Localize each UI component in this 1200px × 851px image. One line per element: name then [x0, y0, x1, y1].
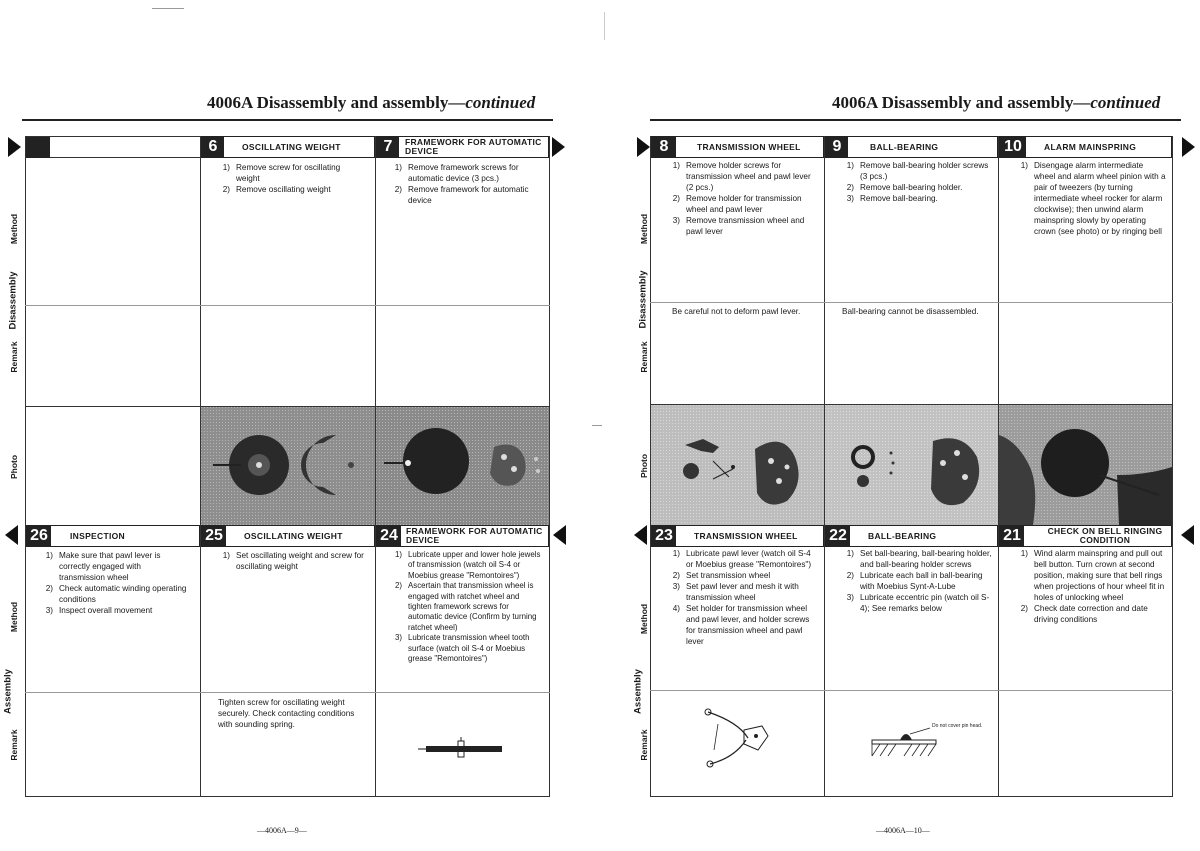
- left-top-right-arrow-icon: [552, 137, 565, 157]
- step-24-method: [386, 550, 542, 664]
- row-label-remark: Remark: [639, 341, 649, 373]
- step-25-remark: Tighten screw for oscillating weight securely. Check contacting conditions with sounding spring.: [218, 698, 355, 729]
- step-number: 6: [202, 137, 224, 157]
- step-8-header: [651, 136, 824, 158]
- step-number: 7: [377, 137, 399, 157]
- list-item: 4) Set holder for transmission wheel and pawl lever, and holder screws for transmission wheel and pawl lever: [672, 604, 810, 646]
- step-title: OSCILLATING WEIGHT: [242, 141, 341, 152]
- row-label-method: Method: [639, 213, 649, 245]
- step-title: OSCILLATING WEIGHT: [244, 530, 343, 541]
- left-bottom-right-arrow-icon: [553, 525, 566, 545]
- list-item: 1) Remove framework screws for automatic device (3 pcs.): [394, 163, 519, 183]
- left-page-title: 4006A Disassembly and assembly—continued: [207, 93, 536, 112]
- right-page-number: —4006A—10—: [876, 826, 930, 835]
- step-7-header: [376, 136, 549, 158]
- section-label-disassembly: Disassembly: [637, 270, 649, 329]
- grid-line: [650, 690, 1173, 691]
- step-number: 8: [652, 137, 676, 157]
- list-item: 1) Remove screw for oscillating weight: [222, 163, 341, 183]
- grid-line: [1172, 136, 1173, 796]
- scan-mark: [152, 8, 184, 9]
- list-item: 1) Remove holder screws for transmission wheel and pawl lever (2 pcs.): [672, 161, 811, 192]
- left-top-arrow-icon: [8, 137, 21, 157]
- grid-line: [25, 796, 550, 797]
- step-number: 21: [1000, 526, 1024, 546]
- row-label-remark: Remark: [9, 729, 19, 761]
- step-8-method: [664, 160, 816, 237]
- row-label-photo: Photo: [639, 453, 649, 479]
- list-item: 3) Remove transmission wheel and pawl lever: [672, 216, 805, 236]
- list-item: 2) Set transmission wheel: [672, 571, 771, 580]
- section-label-disassembly: Disassembly: [7, 271, 19, 330]
- list-item: 2) Check date correction and date driving conditions: [1020, 604, 1148, 624]
- step-23-method: [664, 548, 818, 647]
- step-10-header: [999, 136, 1172, 158]
- photo-framework: [376, 407, 549, 525]
- step-title: TRANSMISSION WHEEL: [697, 141, 801, 152]
- list-item: 3) Lubricate eccentric pin (watch oil S-4); See remarks below: [846, 593, 990, 613]
- right-title-rule: [650, 119, 1181, 121]
- section-label-assembly: Assembly: [632, 669, 644, 714]
- step-title: INSPECTION: [70, 530, 125, 541]
- row-label-method: Method: [9, 213, 19, 245]
- list-item: 2) Lubricate each ball in ball-bearing with Moebius Synt-A-Lube: [846, 571, 983, 591]
- row-label-method: Method: [639, 603, 649, 635]
- grid-line: [650, 796, 1173, 797]
- list-item: 3) Set pawl lever and mesh it with transmission wheel: [672, 582, 799, 602]
- transmission-wheel-photo: [651, 405, 824, 525]
- fold-mark: [592, 425, 602, 426]
- grid-line: [650, 302, 1173, 303]
- row-label-photo: Photo: [9, 454, 19, 480]
- grid-line: [25, 305, 550, 306]
- step-25-header: [201, 525, 375, 547]
- list-item: 2) Remove holder for transmission wheel and pawl lever: [672, 194, 802, 214]
- step-26-header: [26, 525, 200, 547]
- list-item: 1) Set oscillating weight and screw for oscillating weight: [222, 551, 364, 571]
- list-item: 2) Remove oscillating weight: [222, 185, 331, 194]
- step-title: CHECK ON BELL RINGING CONDITION: [1047, 526, 1163, 545]
- grid-line: [50, 157, 200, 158]
- list-item: 1) Remove ball-bearing holder screws (3 pcs.): [846, 161, 989, 181]
- grid-line: [549, 136, 550, 796]
- row-label-method: Method: [9, 601, 19, 633]
- list-item: 3) Lubricate transmission wheel tooth surface (watch oil S-4 or Moebius grease "Remontoires"): [394, 633, 530, 664]
- step-25-method: [214, 550, 366, 572]
- right-top-right-arrow-icon: [1182, 137, 1195, 157]
- step-6-method: [214, 162, 364, 195]
- list-item: 2) Check automatic winding operating conditions: [45, 584, 187, 604]
- step-9-header: [825, 136, 998, 158]
- step-number: 22: [826, 526, 850, 546]
- left-page-number: —4006A—9—: [257, 826, 307, 835]
- photo-oscillating-weight: [201, 407, 375, 525]
- step-9-remark: Ball-bearing cannot be disassembled.: [842, 307, 979, 316]
- list-item: 2) Remove framework for automatic device: [394, 185, 529, 205]
- right-bottom-arrow-icon: [634, 525, 647, 545]
- photo-alarm-mainspring: [999, 405, 1172, 525]
- framework-photo: [376, 407, 549, 525]
- list-item: 3) Inspect overall movement: [45, 606, 153, 615]
- step-22-method: [838, 548, 992, 614]
- oscillating-weight-photo: [201, 407, 375, 525]
- step-21-method: [1012, 548, 1166, 625]
- grid-line: [25, 692, 550, 693]
- step-8-remark: Be careful not to deform pawl lever.: [672, 307, 801, 316]
- step-7-method: [386, 162, 538, 206]
- step-title: ALARM MAINSPRING: [1044, 141, 1137, 152]
- photo-transmission-wheel: [651, 405, 824, 525]
- step-number: 9: [826, 137, 848, 157]
- step-10-method: [1012, 160, 1166, 237]
- right-bottom-right-arrow-icon: [1181, 525, 1194, 545]
- fold-mark: [604, 12, 605, 40]
- step-title: FRAMEWORK FOR AUTOMATIC DEVICE: [405, 137, 542, 156]
- step-23-header: [651, 525, 824, 547]
- list-item: 1) Wind alarm mainspring and pull out bell button. Turn crown at second position, making sure that bell rings when projections of hour wheel fit in holes of unlocking wheel: [1020, 549, 1165, 602]
- step-title: TRANSMISSION WHEEL: [694, 530, 798, 541]
- list-item: 2) Ascertain that transmission wheel is engaged with ratchet wheel and tighten framework screws for automatic device (Confirm by turning ratchet wheel): [394, 581, 537, 632]
- step-9-method: [838, 160, 990, 204]
- step-number: 26: [27, 526, 51, 546]
- list-item: 1) Make sure that pawl lever is correctly engaged with transmission wheel: [45, 551, 161, 582]
- step-number: 10: [1000, 137, 1026, 157]
- step-number: 23: [652, 526, 676, 546]
- alarm-mainspring-photo: [999, 405, 1172, 525]
- step-6-header: [201, 136, 375, 158]
- section-label-assembly: Assembly: [2, 669, 14, 714]
- step-21-header: [999, 525, 1172, 547]
- step-number: 25: [202, 526, 226, 546]
- list-item: 2) Remove ball-bearing holder.: [846, 183, 963, 192]
- tweezers-diagram: [690, 706, 780, 772]
- step-22-header: [825, 525, 998, 547]
- empty-header-block: [26, 137, 50, 158]
- list-item: 1) Set ball-bearing, ball-bearing holder, and ball-bearing holder screws: [846, 549, 992, 569]
- step-24-header: [376, 525, 549, 547]
- right-page-title: 4006A Disassembly and assembly—continued: [832, 93, 1161, 112]
- row-label-remark: Remark: [9, 341, 19, 373]
- diagram-note: Do not cover pin head.: [932, 723, 983, 729]
- screw-diagram: [418, 735, 508, 763]
- step-title: BALL-BEARING: [868, 530, 937, 541]
- right-top-arrow-icon: [637, 137, 650, 157]
- ball-bearing-photo: [825, 405, 998, 525]
- photo-ball-bearing: [825, 405, 998, 525]
- list-item: 1) Disengage alarm intermediate wheel and alarm wheel pinion with a pair of tweezers (by turning intermediate wheel rocker for alarm clockwise); then unwind alarm mainspring slowly by operating crown (see photo) or by ringing bell: [1020, 161, 1166, 236]
- step-title: FRAMEWORK FOR AUTOMATIC DEVICE: [406, 526, 543, 545]
- list-item: 1) Lubricate upper and lower hole jewels of transmission (watch oil S-4 or Moebius grease "Remontoires"): [394, 550, 541, 580]
- list-item: 3) Remove ball-bearing.: [846, 194, 938, 203]
- row-label-remark: Remark: [639, 729, 649, 761]
- step-number: 24: [377, 526, 401, 546]
- step-title: BALL-BEARING: [870, 141, 939, 152]
- step-26-method: [37, 550, 189, 616]
- left-bottom-arrow-icon: [5, 525, 18, 545]
- list-item: 1) Lubricate pawl lever (watch oil S-4 or Moebius grease "Remontoires"): [672, 549, 812, 569]
- grid-line: [25, 136, 26, 796]
- left-title-rule: [22, 119, 553, 121]
